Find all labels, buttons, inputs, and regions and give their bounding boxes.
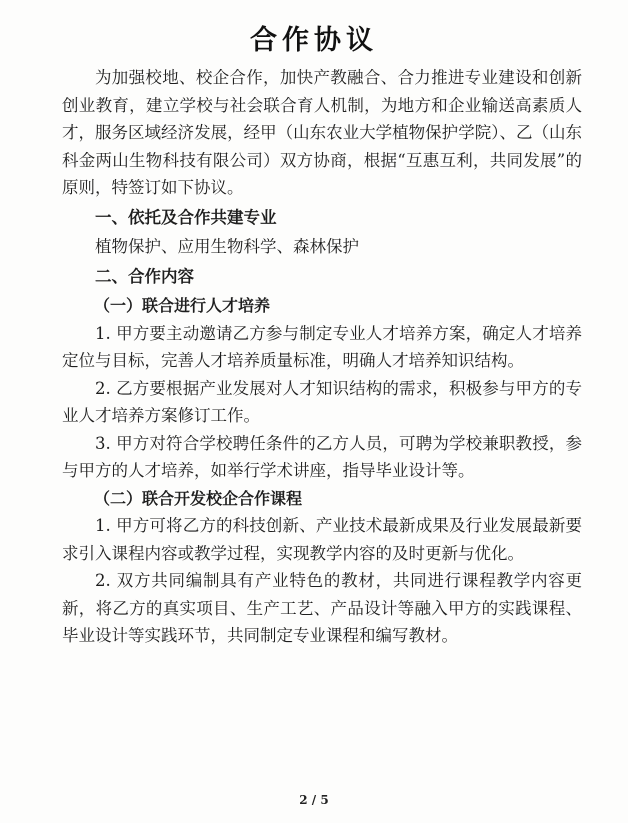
page-number: 2 / 5 [299, 793, 329, 807]
section-1-heading: 一、依托及合作共建专业 [95, 207, 277, 227]
clause-paragraph: 1. 甲方要主动邀请乙方参与制定专业人才培养方案，确定人才培养定位与目标，完善人才培养质量标准，明确人才培养知识结构。 [62, 323, 582, 370]
section-2-heading: 二、合作内容 [95, 266, 194, 286]
document-body [62, 64, 582, 650]
clause-paragraph: 2. 双方共同编制具有产业特色的教材，共同进行课程教学内容更新，将乙方的真实项目、生产工艺、产品设计等融入甲方的实践课程、毕业设计等实践环节，共同制定专业课程和编写教材。 [62, 571, 582, 645]
clause-paragraph: 1. 甲方可将乙方的科技创新、产业技术最新成果及行业发展最新要求引入课程内容或教学过程，实现教学内容的及时更新与优化。 [62, 516, 582, 563]
clause-paragraph: 2. 乙方要根据产业发展对人才知识结构的需求，积极参与甲方的专业人才培养方案修订工作。 [62, 378, 582, 425]
clause-paragraph: 3. 甲方对符合学校聘任条件的乙方人员，可聘为学校兼职教授，参与甲方的人才培养，如举行学术讲座，指导毕业设计等。 [62, 433, 582, 480]
document-title: 合作协议 [250, 25, 378, 56]
section-1-content: 植物保护、应用生物科学、森林保护 [95, 237, 359, 256]
subsection-2-heading: （二）联合开发校企合作课程 [94, 488, 303, 508]
subsection-1-heading: （一）联合进行人才培养 [94, 296, 271, 315]
intro-paragraph: 为加强校地、校企合作，加快产教融合、合力推进专业建设和创新创业教育，建立学校与社会联合育人机制，为地方和企业输送高素质人才，服务区域经济发展，经甲（山东农业大学植物保护学院）、乙（山东科金两山生物科技有限公司）双方协商，根据“互惠互利，共同发展”的原则，特签订如下协议。 [62, 68, 582, 197]
